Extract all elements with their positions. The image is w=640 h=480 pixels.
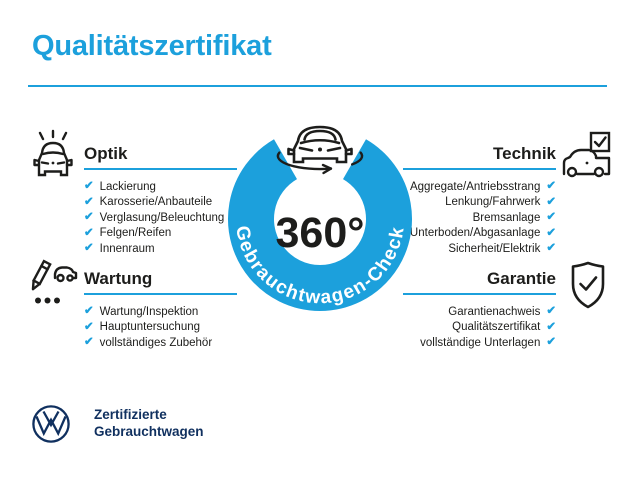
list-item xyxy=(410,195,556,211)
list-item-label: Hauptuntersuchung xyxy=(99,321,201,334)
optik-section-rule xyxy=(84,168,237,170)
footer-brand-text xyxy=(94,406,204,441)
optik-car-shine-icon xyxy=(28,129,78,181)
check-icon: ✔ xyxy=(546,226,556,239)
list-item-label: vollständige Unterlagen xyxy=(420,336,541,349)
list-item xyxy=(410,226,556,242)
list-item xyxy=(84,226,224,242)
rotating-car-icon xyxy=(278,127,362,173)
garantie-checklist xyxy=(420,304,556,351)
footer-brand-line2: Gebrauchtwagen xyxy=(94,424,204,440)
list-item xyxy=(420,335,556,351)
list-item-label: Innenraum xyxy=(99,242,155,255)
list-item xyxy=(84,195,224,211)
page-title: Qualitätszertifikat xyxy=(32,30,272,62)
garantie-shield-check-icon xyxy=(566,260,610,310)
list-item xyxy=(84,210,224,226)
technik-section-rule xyxy=(403,168,556,170)
ring-curved-label: Gebrauchtwagen-Check xyxy=(231,224,409,309)
list-item xyxy=(420,304,556,320)
center-360-badge xyxy=(220,122,420,322)
vw-logo-icon xyxy=(31,404,71,444)
optik-checklist xyxy=(84,179,224,257)
list-item xyxy=(84,335,212,351)
check-icon: ✔ xyxy=(546,242,556,254)
list-item-label: Bremsanlage xyxy=(472,211,541,224)
list-item-label: Lackierung xyxy=(99,180,156,193)
list-item-label: vollständiges Zubehör xyxy=(99,336,213,349)
check-icon: ✔ xyxy=(546,195,556,208)
check-icon: ✔ xyxy=(84,242,94,254)
wartung-service-log-icon xyxy=(27,258,79,310)
check-icon: ✔ xyxy=(84,226,94,239)
garantie-section-title: Garantie xyxy=(487,269,556,288)
technik-checklist xyxy=(410,179,556,257)
check-icon: ✔ xyxy=(84,336,94,348)
list-item-label: Aggregate/Antriebsstrang xyxy=(409,180,541,193)
list-item xyxy=(410,179,556,195)
list-item-label: Verglasung/Beleuchtung xyxy=(99,211,225,224)
list-item-label: Garantienachweis xyxy=(448,305,541,318)
list-item xyxy=(84,304,212,320)
check-icon: ✔ xyxy=(84,320,94,333)
list-item-label: Qualitätszertifikat xyxy=(452,321,541,334)
check-icon: ✔ xyxy=(84,305,94,317)
technik-section-title: Technik xyxy=(493,144,556,163)
list-item xyxy=(420,320,556,336)
list-item xyxy=(410,210,556,226)
list-item-label: Felgen/Reifen xyxy=(99,227,172,240)
garantie-section-rule xyxy=(403,293,556,295)
degree-label: 360° xyxy=(275,209,365,257)
check-icon: ✔ xyxy=(546,180,556,192)
list-item xyxy=(84,241,224,257)
check-icon: ✔ xyxy=(546,211,556,223)
check-icon: ✔ xyxy=(84,211,94,223)
list-item-label: Lenkung/Fahrwerk xyxy=(445,196,541,209)
list-item-label: Unterboden/Abgasanlage xyxy=(409,227,541,240)
list-item-label: Sicherheit/Elektrik xyxy=(448,242,541,255)
check-icon: ✔ xyxy=(84,180,94,192)
list-item xyxy=(410,241,556,257)
technik-car-checkbox-icon xyxy=(561,130,613,178)
check-icon: ✔ xyxy=(546,320,556,333)
wartung-checklist xyxy=(84,304,212,351)
list-item xyxy=(84,179,224,195)
list-item-label: Karosserie/Anbauteile xyxy=(99,196,213,209)
optik-section-title: Optik xyxy=(84,144,128,163)
check-icon: ✔ xyxy=(546,305,556,317)
check-icon: ✔ xyxy=(84,195,94,208)
wartung-section-title: Wartung xyxy=(84,269,153,288)
check-icon: ✔ xyxy=(546,336,556,348)
wartung-section-rule xyxy=(84,293,237,295)
list-item xyxy=(84,320,212,336)
list-item-label: Wartung/Inspektion xyxy=(99,305,199,318)
title-divider xyxy=(28,85,607,87)
footer-brand-line1: Zertifizierte xyxy=(94,407,167,422)
